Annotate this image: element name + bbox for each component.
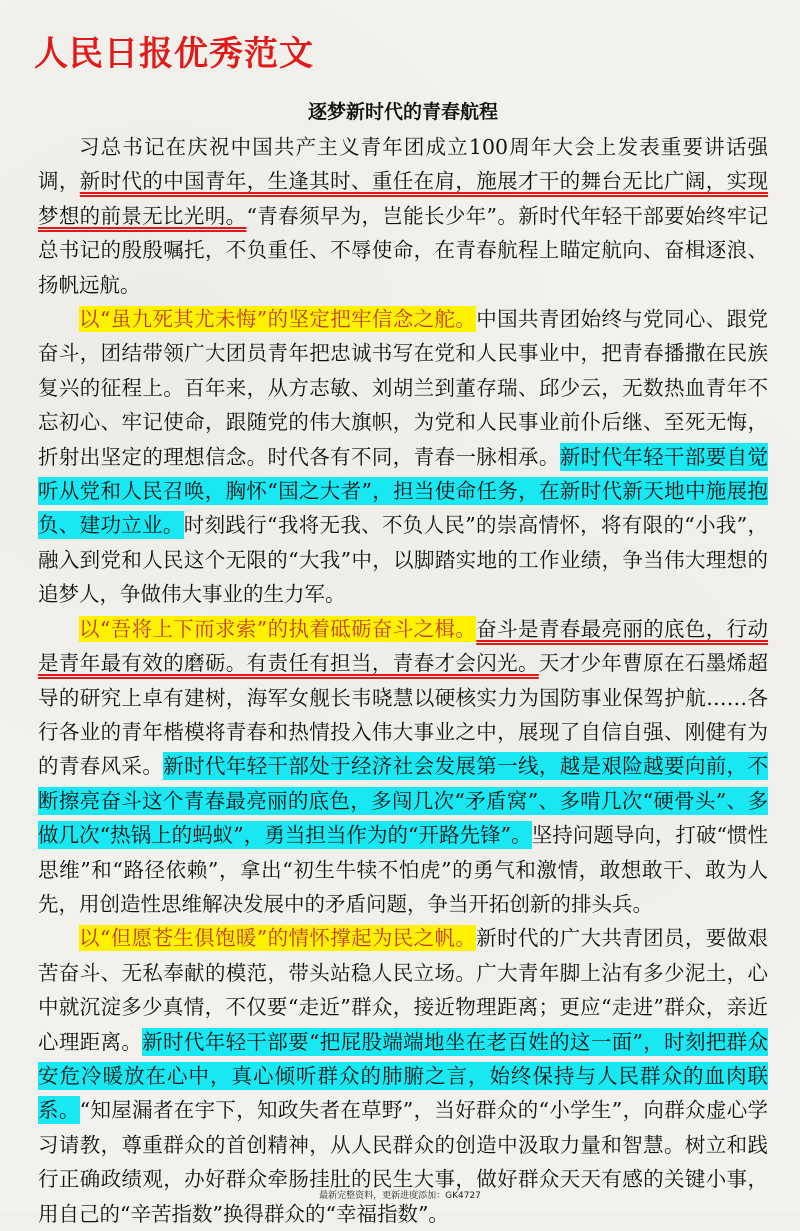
footer-note: 最新完整资料，更新进度添加：GK4727 (319, 1191, 481, 1201)
struggle-body: 天才少年曹原在石墨烯超导的研究上卓有建树，海军女舰长韦晓慧以硬核实力为国防事业保驾护航……各行各业的青年楷模将青春和热情投入伟大事业之中，展现了自信自强、刚健有为的青春风采。 (38, 651, 769, 779)
struggle-body-continued: 坚持问题导向，打破“惯性思维”和“路径依赖”，拿出“初生牛犊不怕虎”的勇气和激情，敢想敢干、敢为人先，用创造性思维解决发展中的矛盾问题，争当开拓创新的排头兵。 (38, 823, 769, 916)
section-heading-struggle: 以“吾将上下而求索”的执着砥砺奋斗之楫。 (79, 616, 477, 641)
article-title: 逐梦新时代的青春航程 (307, 101, 498, 123)
people-body: 新时代的广大共青团员，要做艰苦奋斗、无私奉献的模范，带头站稳人民立场。广大青年脚上沾有多少泥土，心中就沉淀多少真情，不仅要“走近”群众，接近物理距离；更应“走进”群众，亲近心理距离。 (38, 926, 769, 1054)
paragraph-people (38, 921, 768, 1231)
faith-body: 中国共青团始终与党同心、跟党奋斗，团结带领广大团员青年把忠诚书写在党和人民事业中，把青春播撒在民族复兴的征程上。百年来，从方志敏、刘胡兰到董存瑞、邱少云，无数热血青年不忘初心、牢记使命，跟随党的伟大旗帜，为党和人民事业前仆后继、至死无悔，折射出坚定的理想信念。时代各有不同，青春一脉相承。 (38, 307, 769, 469)
people-body-continued: “知屋漏者在宇下，知政失者在草野”，当好群众的“小学生”，向群众虚心学习请教，尊重群众的首创精神，从人民群众的创造中汲取力量和智慧。树立和践行正确政绩观，办好群众牵肠挂肚的民生大事，做好群众天天有感的关键小事，用自己的“辛苦指数”换得群众的“幸福指数”。 (38, 1098, 769, 1226)
struggle-highlight: 新时代年轻干部处于经济社会发展第一线，越是艰险越要向前，不断擦亮奋斗这个青春最亮丽的底色，多闯几次“矛盾窝”、多啃几次“硬骨头”、多做几次“热锅上的蚂蚁”，勇当担当作为的“开路先锋”。 (38, 754, 769, 848)
article (38, 98, 768, 1231)
intro-text-continued: “青春须早为，岂能长少年”。新时代年轻干部要始终牢记总书记的殷殷嘱托，不负重任、不辱使命，在青春航程上瞄定航向、奋楫逐浪、扬帆远航。 (38, 203, 768, 297)
paragraph-struggle (38, 612, 768, 922)
people-highlight: 新时代年轻干部要“把屁股端端地坐在老百姓的这一面”，时刻把群众安危冷暖放在心中，真心倾听群众的肺腑之言，始终保持与人民群众的血肉联系。 (38, 1029, 768, 1123)
faith-highlight: 新时代年轻干部要自觉听从党和人民召唤，胸怀“国之大者”，担当使命任务，在新时代新天地中施展抱负、建功立业。 (38, 444, 769, 538)
section-heading-people: 以“但愿苍生俱饱暖”的情怀撑起为民之帆。 (79, 926, 477, 951)
faith-body-continued: 时刻践行“我将无我、不负人民”的崇高情怀，将有限的“小我”，融入到党和人民这个无限的“大我”中，以脚踏实地的工作业绩，争当伟大理想的追梦人，争做伟大事业的生力军。 (38, 513, 769, 607)
intro-underlined-quote: 新时代的中国青年，生逢其时、重任在肩，施展才干的舞台无比广阔，实现梦想的前景无比光明。 (38, 169, 769, 228)
intro-text: 习总书记在庆祝中国共产主义青年团成立100周年大会上发表重要讲话强调， (38, 135, 768, 194)
brand-title: 人民日报优秀范文 (34, 34, 314, 74)
paragraph-intro (38, 130, 768, 302)
struggle-underlined: 奋斗是青春最亮丽的底色，行动是青年最有效的磨砺。有责任有担当，青春才会闪光。 (38, 616, 769, 676)
section-heading-faith: 以“虽九死其尤未悔”的坚定把牢信念之舵。 (79, 307, 477, 332)
paragraph-faith (38, 302, 768, 612)
